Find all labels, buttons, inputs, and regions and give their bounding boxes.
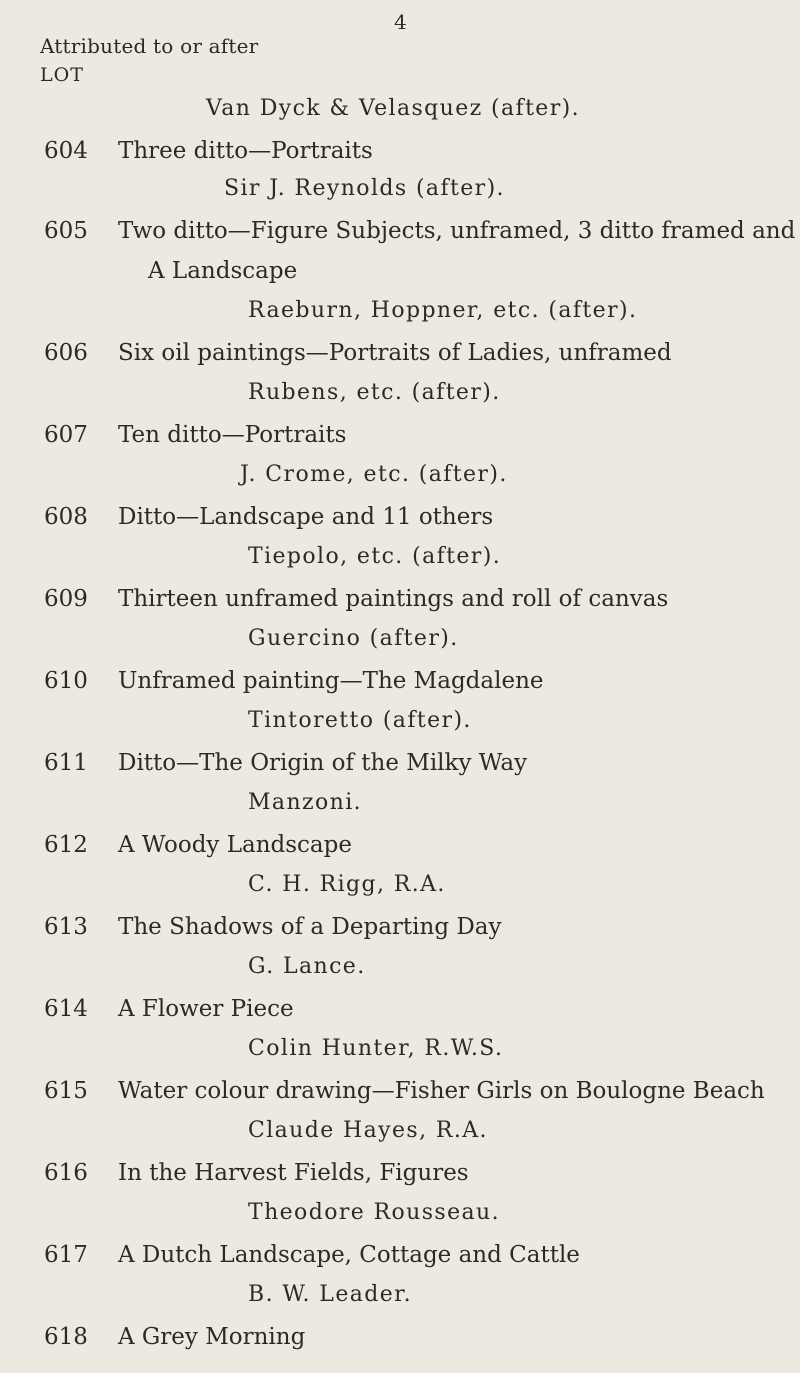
lot-attribution: Claude Hayes, R.A. [248,1118,488,1143]
lot-attribution: Raeburn, Hoppner, etc. (after). [248,298,638,323]
page-number: 4 [394,10,407,34]
lot-number: 618 [44,1324,88,1350]
lot-number: 616 [44,1160,88,1186]
lot-description: A Dutch Landscape, Cottage and Cattle [118,1242,580,1268]
lot-description: The Shadows of a Departing Day [118,914,502,940]
lot-number: 614 [44,996,88,1022]
lot-attribution: Van Dyck & Velasquez (after). [206,96,581,121]
lot-description: Three ditto—Portraits [118,138,373,164]
lot-attribution: Manzoni. [248,790,363,815]
lot-number: 617 [44,1242,88,1268]
lot-description: In the Harvest Fields, Figures [118,1160,469,1186]
lot-description: Two ditto—Figure Subjects, unframed, 3 ditto framed and [118,218,796,244]
lot-attribution: Sir J. Reynolds (after). [224,176,505,201]
lot-number: 609 [44,586,88,612]
lot-number: 611 [44,750,88,776]
lot-number: 604 [44,138,88,164]
lot-number: 607 [44,422,88,448]
lot-attribution: Tintoretto (after). [248,708,472,733]
lot-number: 605 [44,218,88,244]
lot-description: Unframed painting—The Magdalene [118,668,544,694]
lot-attribution: C. H. Rigg, R.A. [248,872,446,897]
lot-attribution: G. Lance. [248,954,366,979]
lot-description: A Flower Piece [118,996,294,1022]
lot-number: 612 [44,832,88,858]
lot-description-continuation: A Landscape [148,258,298,284]
lot-description: Six oil paintings—Portraits of Ladies, unframed [118,340,672,366]
lot-attribution: B. W. Leader. [248,1282,413,1307]
lot-description: A Woody Landscape [118,832,352,858]
lot-description: Ditto—The Origin of the Milky Way [118,750,528,776]
lot-number: 608 [44,504,88,530]
lot-description: Thirteen unframed paintings and roll of canvas [118,586,669,612]
lot-description: A Grey Morning [118,1324,306,1350]
lot-description: Ten ditto—Portraits [118,422,347,448]
lot-number: 615 [44,1078,88,1104]
lot-number: 613 [44,914,88,940]
lot-attribution: Colin Hunter, R.W.S. [248,1036,504,1061]
lot-description: Ditto—Landscape and 11 others [118,504,494,530]
lot-number: 610 [44,668,88,694]
lot-description: Water colour drawing—Fisher Girls on Boulogne Beach [118,1078,765,1104]
lot-attribution: Tiepolo, etc. (after). [248,544,502,569]
lot-number: 606 [44,340,88,366]
catalogue-heading: Attributed to or after [40,34,259,58]
lot-attribution: Guercino (after). [248,626,459,651]
lot-attribution: J. Crome, etc. (after). [240,462,508,487]
lot-attribution: Theodore Rousseau. [248,1200,501,1225]
lot-attribution: Rubens, etc. (after). [248,380,501,405]
lot-column-label: LOT [40,64,84,86]
